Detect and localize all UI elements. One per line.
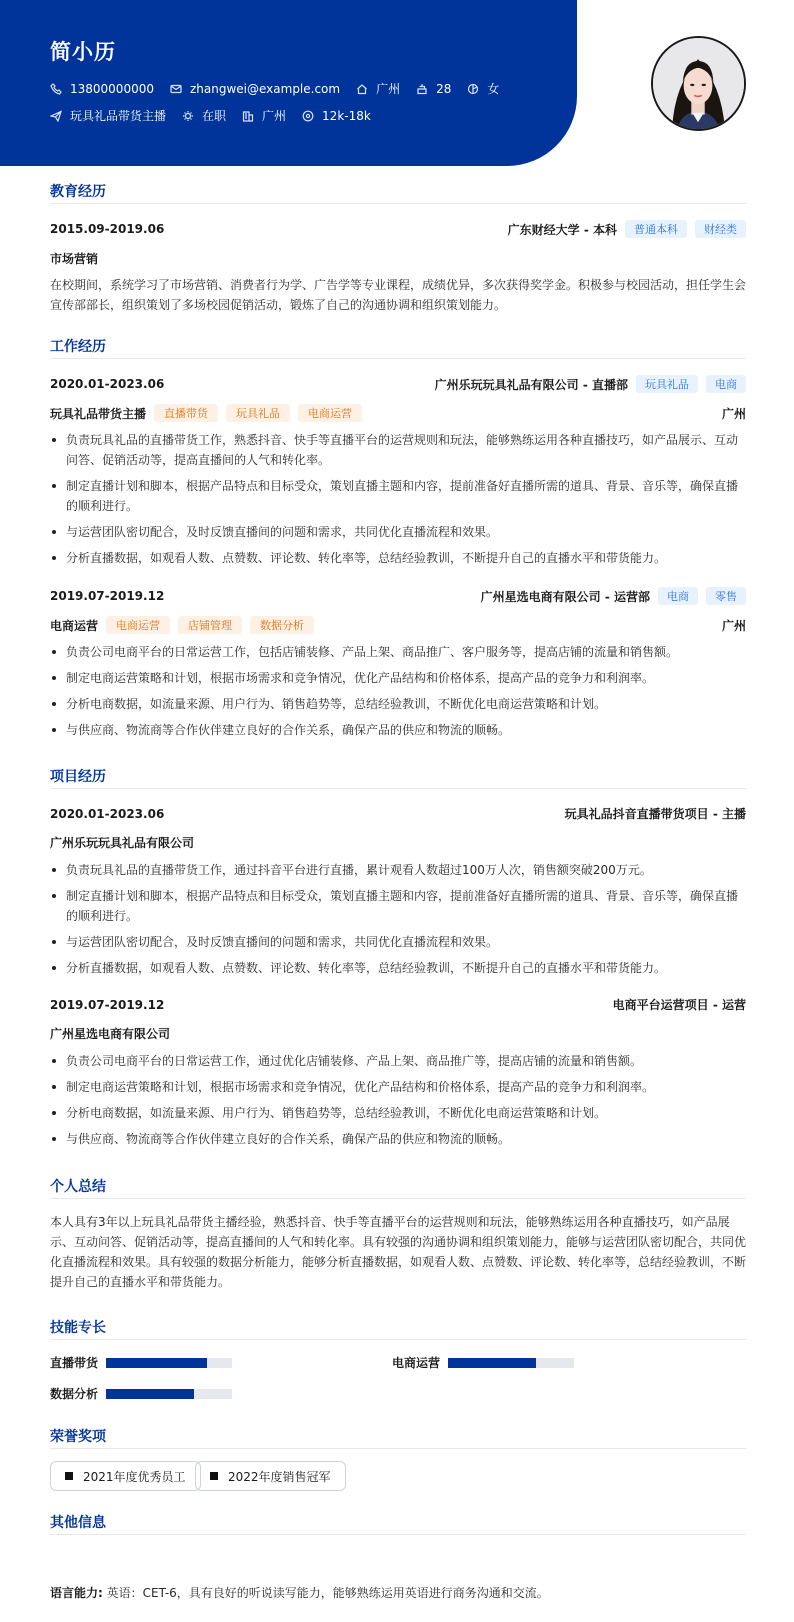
language-info (50, 1584, 549, 1601)
skill-item (50, 1354, 232, 1371)
work-city: 广州 (721, 406, 746, 421)
work-bullet-list (50, 642, 746, 746)
list-item: 制定电商运营策略和计划，根据市场需求和竞争情况，优化产品结构和价格体系，提高产品的竞争力和利润率。 (50, 1077, 746, 1097)
avatar (651, 36, 746, 131)
list-item: 负责玩具礼品的直播带货工作，熟悉抖音、快手等直播平台的运营规则和玩法，能够熟练运用各种直播技巧，如产品展示、互动问答、促销活动等，提高直播间的人气和转化率。 (50, 430, 746, 470)
skill-item (50, 1385, 232, 1402)
role-tag: 玩具礼品 (226, 404, 290, 422)
work-role-row (50, 404, 746, 422)
section-title-skills: 技能专长 (50, 1320, 106, 1336)
work-company-group (481, 587, 746, 605)
company-tag: 玩具礼品 (636, 375, 698, 393)
role-tag: 直播带货 (154, 404, 218, 422)
section-divider (50, 1198, 746, 1199)
age-text: 28 (436, 81, 452, 96)
award-text: 2022年度销售冠军 (228, 1469, 331, 1484)
contact-row (50, 80, 515, 97)
section-title-other: 其他信息 (50, 1515, 106, 1531)
salary-item (302, 109, 371, 123)
role-tag: 数据分析 (250, 616, 314, 634)
education-description: 在校期间，系统学习了市场营销、消费者行为学、广告学等专业课程，成绩优异，多次获得奖学金。积极参与校园活动，担任学生会宣传部部长，组织策划了多场校园促销活动，锻炼了自己的沟通协调和组织策划能力。 (50, 278, 747, 312)
age-item (416, 82, 451, 96)
project-date: 2020.01-2023.06 (50, 806, 165, 821)
project-bullet-list (50, 860, 746, 984)
work-bullet-list (50, 430, 746, 574)
work-role-group (50, 404, 362, 422)
skill-bar-fill (106, 1389, 194, 1399)
project-header (50, 996, 746, 1013)
email-item (170, 82, 340, 96)
phone-item (50, 82, 154, 96)
education-tag: 财经类 (695, 220, 746, 238)
section-title-education: 教育经历 (50, 184, 106, 200)
job-city-item (242, 107, 286, 124)
skill-bar (106, 1389, 232, 1399)
list-item: 分析电商数据，如流量来源、用户行为、销售趋势等，总结经验教训，不断优化电商运营策略和计划。 (50, 1103, 746, 1123)
language-label: 语言能力: (50, 1586, 103, 1600)
list-item: 负责公司电商平台的日常运营工作，包括店铺装修、产品上架、商品推广、客户服务等，提高店铺的流量和销售额。 (50, 642, 746, 662)
work-role: 玩具礼品带货主播 (50, 406, 147, 421)
project-company: 广州乐玩玩具礼品有限公司 (50, 836, 195, 850)
salary-icon (302, 110, 314, 122)
award-badge (195, 1461, 346, 1491)
company-tag: 电商 (706, 375, 746, 393)
list-item: 与供应商、物流商等合作伙伴建立良好的合作关系，确保产品的供应和物流的顺畅。 (50, 720, 746, 740)
project-header (50, 805, 746, 822)
gender-item (467, 80, 499, 97)
project-company: 广州星选电商有限公司 (50, 1027, 171, 1041)
section-divider (50, 1534, 746, 1535)
section-divider (50, 203, 746, 204)
job-title-text: 玩具礼品带货主播 (70, 109, 167, 123)
role-tag: 电商运营 (106, 616, 170, 634)
status-icon (182, 110, 194, 122)
award-marker-icon (210, 1472, 218, 1480)
list-item: 分析电商数据，如流量来源、用户行为、销售趋势等，总结经验教训，不断优化电商运营策略和计划。 (50, 694, 746, 714)
section-title-project: 项目经历 (50, 769, 106, 785)
skill-name: 直播带货 (50, 1356, 99, 1370)
education-school-group (508, 220, 746, 238)
award-marker-icon (65, 1472, 73, 1480)
summary-text: 本人具有3年以上玩具礼品带货主播经验，熟悉抖音、快手等直播平台的运营规则和玩法，能够熟练运用各种直播技巧，如产品展示、互动问答、促销活动等，提高直播间的人气和转化率。具有较强的沟通协调和组织策划能力，能够与运营团队密切配合，共同优化直播流程和效果。具有较强的数据分析能力，能够分析直播数据，如观看人数、点赞数、评论数、转化率等，总结经验教训，不断提升自己的直播水平和带货能力。 (50, 1215, 747, 1289)
section-divider (50, 358, 746, 359)
list-item: 与供应商、物流商等合作伙伴建立良好的合作关系，确保产品的供应和物流的顺畅。 (50, 1129, 746, 1149)
job-status-item (182, 107, 226, 124)
skill-bar-fill (106, 1358, 207, 1368)
section-divider (50, 788, 746, 789)
company-tag: 零售 (706, 587, 746, 605)
home-icon (356, 83, 368, 95)
role-tag: 店铺管理 (178, 616, 242, 634)
send-icon (50, 110, 62, 122)
award-badge (50, 1461, 201, 1491)
skill-name: 数据分析 (50, 1387, 99, 1401)
list-item: 负责玩具礼品的直播带货工作，通过抖音平台进行直播，累计观看人数超过100万人次，销售额突破200万元。 (50, 860, 746, 880)
education-date: 2015.09-2019.06 (50, 222, 165, 236)
list-item: 负责公司电商平台的日常运营工作，通过优化店铺装修、产品上架、商品推广等，提高店铺的流量和销售额。 (50, 1051, 746, 1071)
phone-text: 13800000000 (70, 81, 154, 96)
work-header (50, 375, 746, 393)
work-role: 电商运营 (50, 618, 99, 633)
job-status-text: 在职 (202, 109, 227, 123)
list-item: 制定直播计划和脚本，根据产品特点和目标受众，策划直播主题和内容，提前准备好直播所需的道具、背景、音乐等，确保直播的顺利进行。 (50, 476, 746, 516)
project-bullet-list (50, 1051, 746, 1155)
work-header (50, 587, 746, 605)
award-text: 2021年度优秀员工 (83, 1469, 186, 1484)
list-item: 分析直播数据，如观看人数、点赞数、评论数、转化率等，总结经验教训，不断提升自己的直播水平和带货能力。 (50, 548, 746, 568)
company-tag: 电商 (658, 587, 698, 605)
work-company: 广州星选电商有限公司 - 运营部 (480, 589, 650, 604)
work-date: 2020.01-2023.06 (50, 377, 165, 391)
skill-name: 电商运营 (392, 1356, 441, 1370)
work-role-group (50, 616, 314, 634)
list-item: 与运营团队密切配合，及时反馈直播间的问题和需求，共同优化直播流程和效果。 (50, 522, 746, 542)
project-title: 玩具礼品抖音直播带货项目 - 主播 (564, 807, 746, 821)
age-icon (416, 83, 428, 95)
work-role-row (50, 616, 746, 634)
role-tag: 电商运营 (298, 404, 362, 422)
section-title-awards: 荣誉奖项 (50, 1429, 106, 1445)
job-city-text: 广州 (262, 109, 287, 123)
project-title: 电商平台运营项目 - 运营 (612, 998, 746, 1012)
candidate-name: 简小历 (50, 40, 116, 64)
work-company: 广州乐玩玩具礼品有限公司 - 直播部 (434, 377, 628, 392)
work-date: 2019.07-2019.12 (50, 589, 165, 603)
skill-bar (448, 1358, 574, 1368)
section-title-summary: 个人总结 (50, 1179, 106, 1195)
building-icon (242, 110, 254, 122)
mail-icon (170, 83, 182, 95)
phone-icon (50, 83, 62, 95)
skill-item (392, 1354, 574, 1371)
job-intent-row (50, 107, 387, 124)
section-divider (50, 1448, 746, 1449)
work-city: 广州 (721, 618, 746, 633)
language-text: 英语：CET-6，具有良好的听说读写能力，能够熟练运用英语进行商务沟通和交流。 (106, 1586, 549, 1600)
list-item: 与运营团队密切配合，及时反馈直播间的问题和需求，共同优化直播流程和效果。 (50, 932, 746, 952)
location-text: 广州 (376, 82, 401, 96)
education-header (50, 220, 746, 238)
list-item: 制定电商运营策略和计划，根据市场需求和竞争情况，优化产品结构和价格体系，提高产品的竞争力和利润率。 (50, 668, 746, 688)
education-school: 广东财经大学 - 本科 (507, 222, 617, 237)
project-date: 2019.07-2019.12 (50, 997, 165, 1012)
email-text: zhangwei@example.com (189, 81, 341, 96)
section-divider (50, 1339, 746, 1340)
skill-bar (106, 1358, 232, 1368)
gender-text: 女 (487, 82, 500, 96)
education-major: 市场营销 (50, 252, 99, 266)
job-title-item (50, 107, 166, 124)
skill-bar-fill (448, 1358, 536, 1368)
section-title-work: 工作经历 (50, 339, 106, 355)
location-item (356, 80, 400, 97)
gender-icon (467, 83, 479, 95)
salary-text: 12k-18k (322, 108, 371, 123)
work-company-group (435, 375, 746, 393)
avatar-photo (653, 38, 744, 129)
education-tag: 普通本科 (625, 220, 687, 238)
list-item: 分析直播数据，如观看人数、点赞数、评论数、转化率等，总结经验教训，不断提升自己的直播水平和带货能力。 (50, 958, 746, 978)
list-item: 制定直播计划和脚本，根据产品特点和目标受众，策划直播主题和内容，提前准备好直播所需的道具、背景、音乐等，确保直播的顺利进行。 (50, 886, 746, 926)
